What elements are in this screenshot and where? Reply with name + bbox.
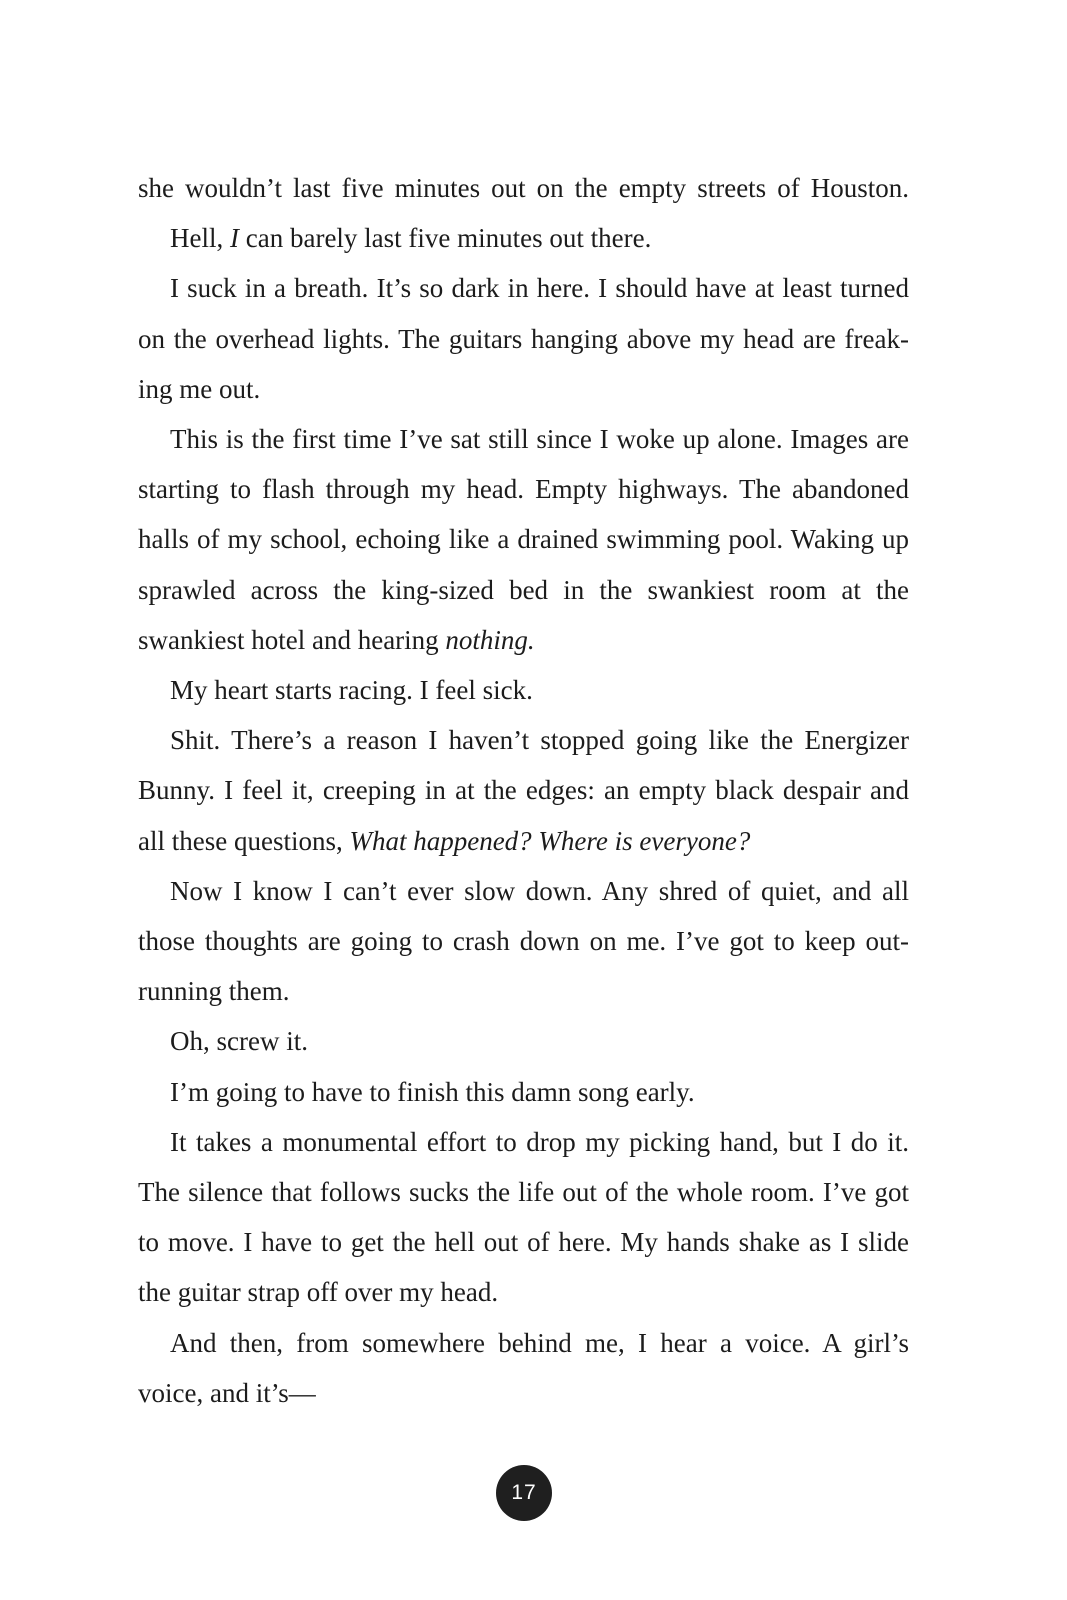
text-line: The silence that follows sucks the life out of the whole room. I’ve got xyxy=(138,1177,909,1208)
text-line: I suck in a breath. It’s so dark in here. I should have at least turned xyxy=(170,273,909,304)
text-line: voice, and it’s— xyxy=(138,1377,316,1408)
text-line: Oh, screw it. xyxy=(170,1026,308,1057)
text-line: she wouldn’t last five minutes out on the empty streets of Houston. xyxy=(138,173,909,203)
paragraph-5 xyxy=(138,665,909,715)
text-line xyxy=(138,213,909,263)
paragraph-10 xyxy=(138,1117,909,1318)
page-number: 17 xyxy=(511,1481,537,1504)
page-number-badge xyxy=(496,1465,552,1521)
text-run: all these questions, xyxy=(138,825,350,856)
text-line: Now I know I can’t ever slow down. Any shred of quiet, and all xyxy=(170,875,909,906)
text-line: running them. xyxy=(138,976,290,1007)
paragraph-1 xyxy=(138,163,909,213)
text-line: the guitar strap off over my head. xyxy=(138,1277,499,1308)
paragraph-6 xyxy=(138,715,909,866)
text-line: It takes a monumental effort to drop my picking hand, but I do it. xyxy=(170,1126,909,1157)
text-line: And then, from somewhere behind me, I hear a voice. A girl’s xyxy=(170,1327,909,1358)
text-line: I’m going to have to finish this damn song early. xyxy=(170,1076,695,1107)
text-line: to move. I have to get the hell out of here. My hands shake as I slide xyxy=(138,1227,909,1258)
text-line: Shit. There’s a reason I haven’t stopped going like the Energizer xyxy=(170,725,909,756)
text-line: halls of my school, echoing like a drained swimming pool. Waking up xyxy=(138,524,909,555)
paragraph-8 xyxy=(138,1016,909,1066)
paragraph-3 xyxy=(138,263,909,414)
text-line: Bunny. I feel it, creeping in at the edges: an empty black despair and xyxy=(138,775,909,806)
body-text xyxy=(138,163,909,1418)
paragraph-9 xyxy=(138,1067,909,1117)
paragraph-7 xyxy=(138,866,909,1017)
italic-text: I xyxy=(230,223,239,254)
italic-text: nothing. xyxy=(445,624,535,655)
text-line: ing me out. xyxy=(138,373,261,404)
paragraph-4 xyxy=(138,414,909,665)
text-line: sprawled across the king-sized bed in the swankiest room at the xyxy=(138,574,909,605)
text-line: those thoughts are going to crash down on me. I’ve got to keep out- xyxy=(138,926,909,957)
text-run: can barely last five minutes out there. xyxy=(239,223,652,254)
paragraph-2 xyxy=(138,213,909,263)
text-run: Hell, xyxy=(170,223,230,254)
paragraph-11 xyxy=(138,1318,909,1418)
text-run: swankiest hotel and hearing xyxy=(138,624,446,655)
text-line: on the overhead lights. The guitars hanging above my head are freak- xyxy=(138,323,909,354)
text-line: This is the first time I’ve sat still since I woke up alone. Images are xyxy=(170,424,909,455)
text-line xyxy=(138,816,909,866)
italic-text: What happened? Where is everyone? xyxy=(349,825,751,856)
text-line xyxy=(138,615,909,665)
text-line: My heart starts racing. I feel sick. xyxy=(170,675,533,706)
text-line: starting to flash through my head. Empty highways. The abandoned xyxy=(138,474,909,505)
